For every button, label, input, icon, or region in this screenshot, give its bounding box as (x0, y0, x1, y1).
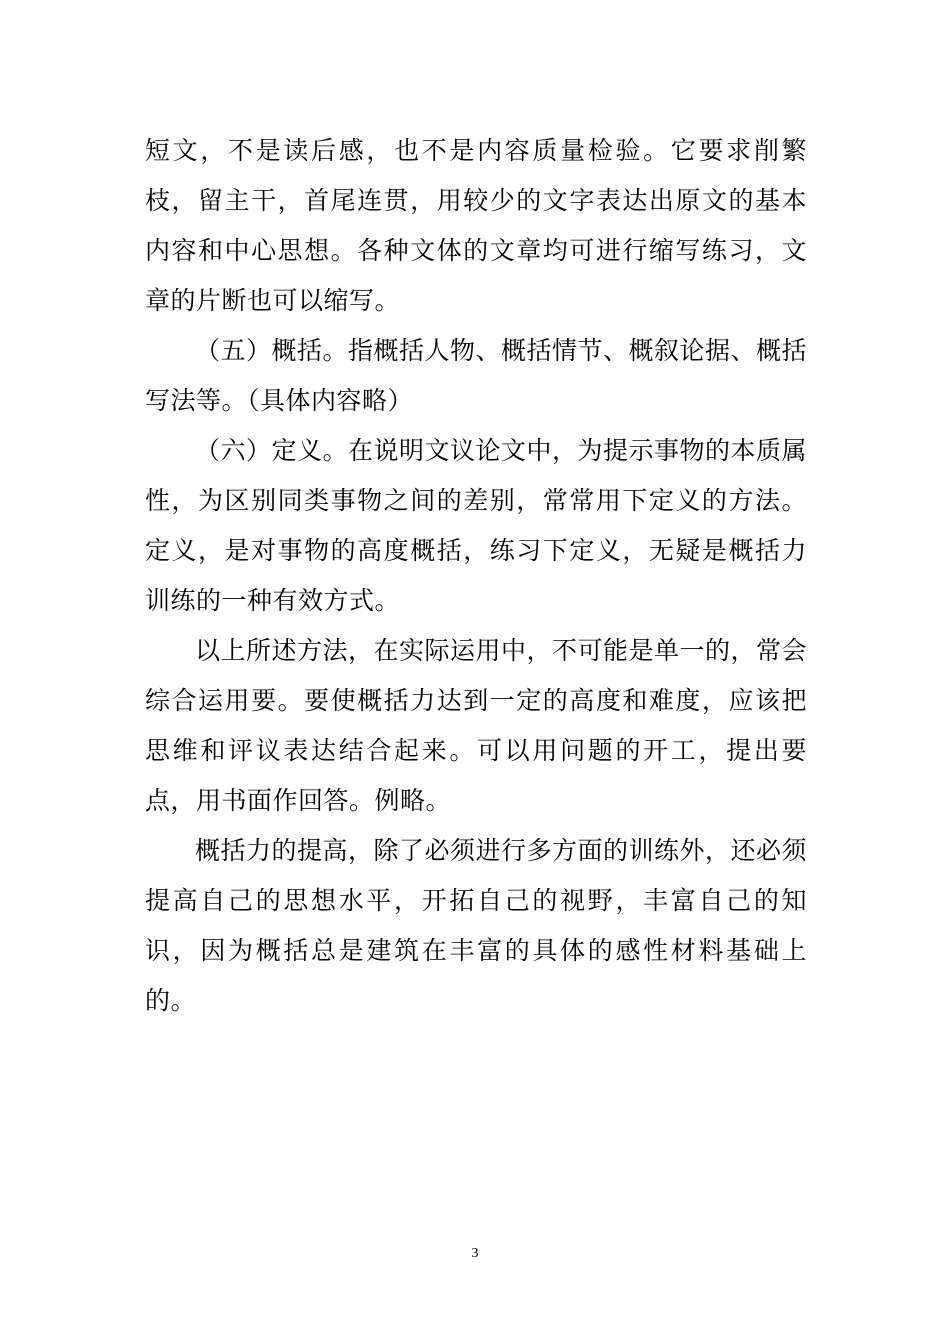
paragraph-definition: （六）定义。在说明文议论文中，为提示事物的本质属性，为区别同类事物之间的差别，常常用下定义的方法。定义，是对事物的高度概括，练习下定义，无疑是概括力训练的一种有效方式。 (145, 436, 808, 615)
document-body (145, 126, 807, 1026)
paragraph-conclusion: 概括力的提高，除了必须进行多方面的训练外，还必须提高自己的思想水平，开拓自己的视野，丰富自己的知识，因为概括总是建筑在丰富的具体的感性材料基础上的。 (145, 836, 808, 1015)
paragraph-continuation: 短文，不是读后感，也不是内容质量检验。它要求削繁枝，留主干，首尾连贯，用较少的文字表达出原文的基本内容和中心思想。各种文体的文章均可进行缩写练习，文章的片断也可以缩写。 (145, 136, 807, 315)
paragraph-methods-combined: 以上所述方法，在实际运用中，不可能是单一的，常会综合运用要。要使概括力达到一定的高度和难度，应该把思维和评议表达结合起来。可以用问题的开工，提出要点，用书面作回答。例略。 (145, 636, 808, 815)
paragraph-summarize: （五）概括。指概括人物、概括情节、概叙论据、概括写法等。（具体内容略） (145, 336, 808, 415)
page-number: 3 (471, 1246, 479, 1261)
